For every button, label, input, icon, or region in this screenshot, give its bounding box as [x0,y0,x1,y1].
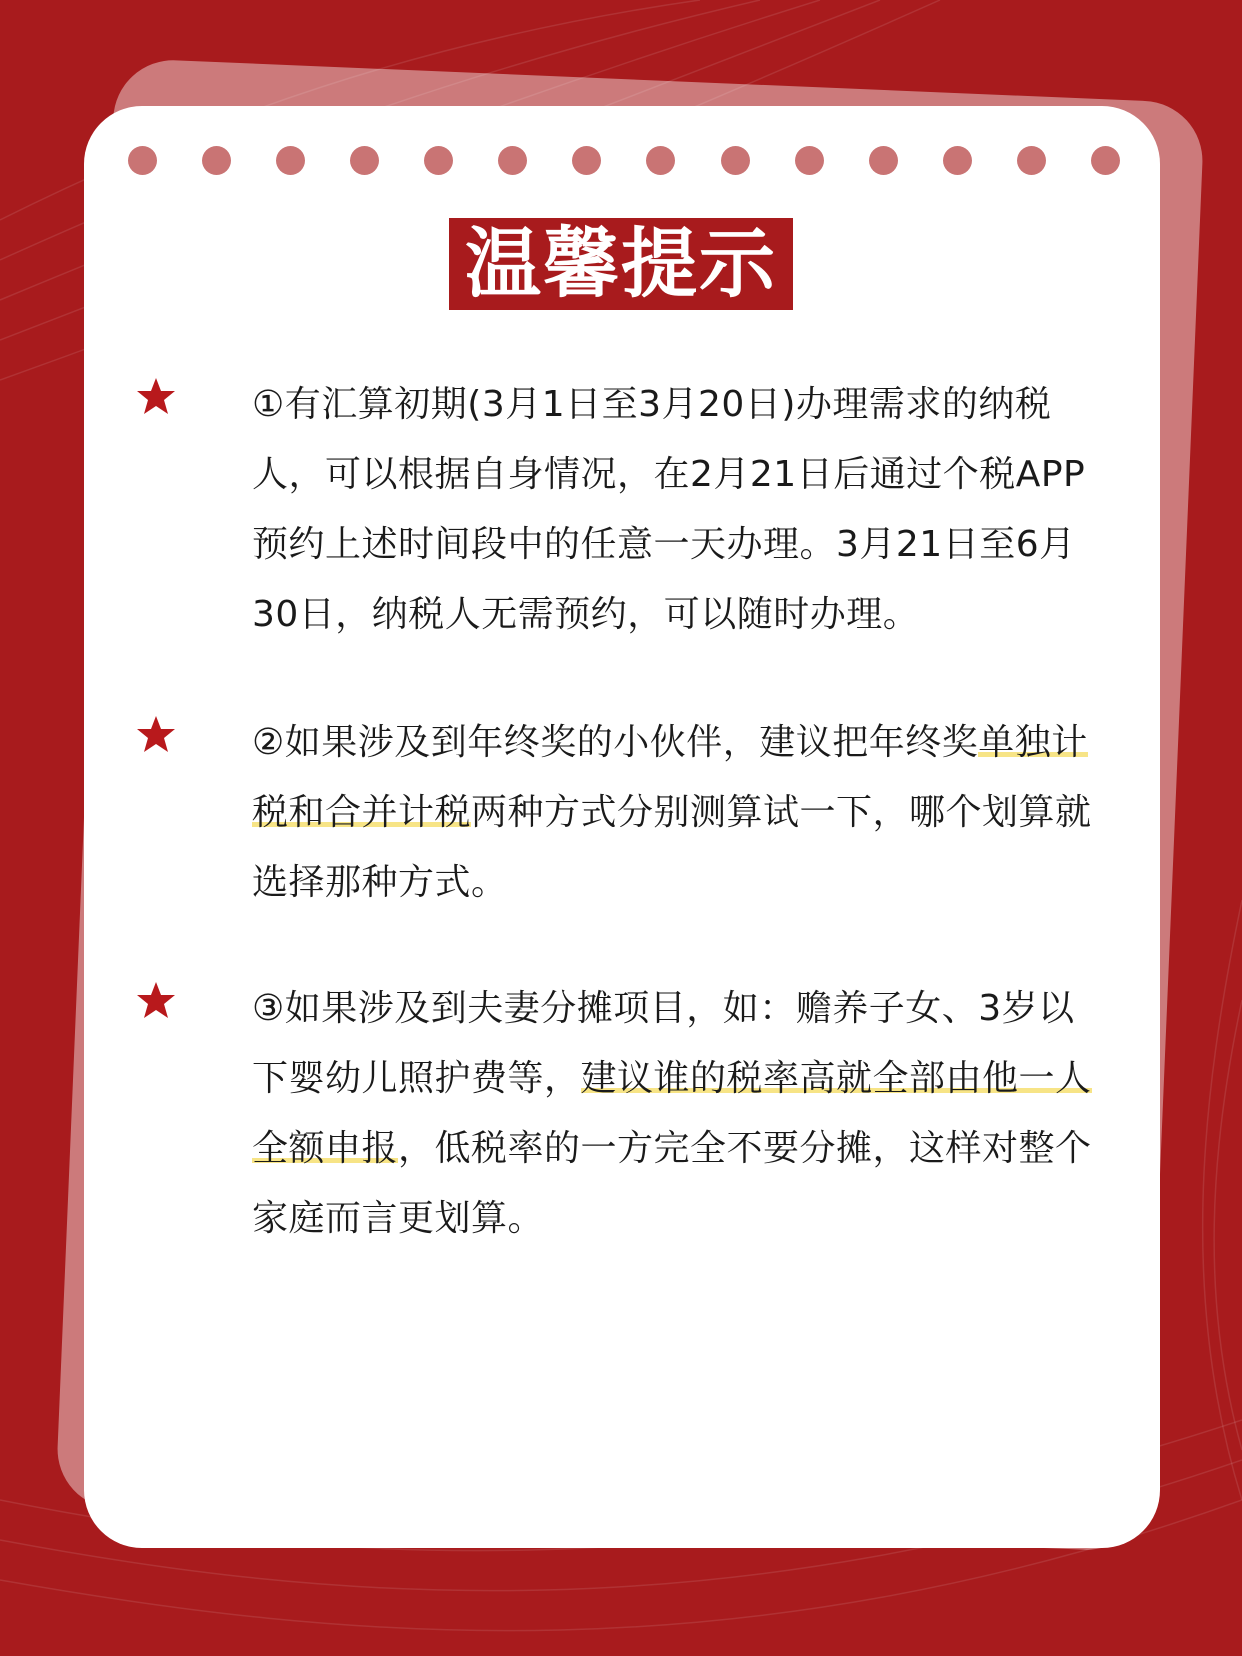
tip-segment: ，低税率的一方完全不要分摊，这样对整个家庭而言更划算。 [252,1128,1092,1239]
highlighted-phrase: 单独计税和合并计税 [252,722,1088,833]
binder-hole [869,146,898,175]
binder-hole [202,146,231,175]
binder-hole [350,146,379,175]
tip-segment: ②如果涉及到年终奖的小伙伴，建议把年终奖 [252,722,979,763]
binder-hole [1017,146,1046,175]
binder-hole [943,146,972,175]
highlighted-phrase: 建议谁的税率高就全部由他一人全额申报 [252,1058,1092,1169]
notice-card [84,106,1160,1548]
binder-hole [1091,146,1120,175]
tip-text [252,708,1110,918]
binder-hole [646,146,675,175]
star-icon [136,376,176,416]
binder-dots [128,146,1120,176]
binder-hole [128,146,157,175]
star-icon [136,714,176,754]
binder-hole [721,146,750,175]
tip-text [252,370,1110,650]
binder-hole [276,146,305,175]
star-icon [136,980,176,1020]
binder-hole [424,146,453,175]
title-banner [449,218,793,310]
tip-segment: 两种方式分别测算试一下，哪个划算就选择那种方式。 [252,792,1092,903]
binder-hole [498,146,527,175]
binder-hole [572,146,601,175]
binder-hole [795,146,824,175]
tip-segment: ①有汇算初期(3月1日至3月20日)办理需求的纳税人，可以根据自身情况，在2月21日后通过个税APP预约上述时间段中的任意一天办理。3月21日至6月30日，纳税人无需预约，可以随时办理。 [252,384,1086,635]
page-title: 温馨提示 [465,219,777,308]
tip-text [252,974,1110,1254]
tip-segment: ③如果涉及到夫妻分摊项目，如：赡养子女、3岁以下婴幼儿照护费等， [252,988,1075,1099]
